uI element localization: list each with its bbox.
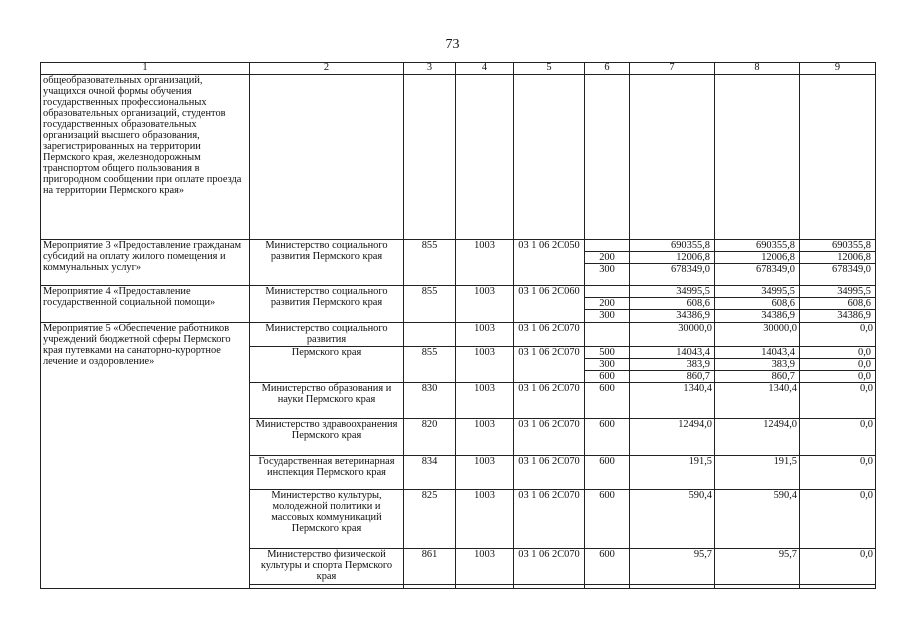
m4-name: Мероприятие 4 «Предоставление государственной социальной помощи» <box>41 286 250 323</box>
m5-org-3: Министерство образования и науки Пермского края <box>250 383 404 419</box>
m5-org-5: Государственная ветеринарная инспекция Пермского края <box>250 456 404 490</box>
budget-table <box>40 62 876 589</box>
table-row: Министерство образования и науки Пермского края 830 1003 03 1 06 2С070 600 1340,4 1340,4 0,0 <box>41 383 876 419</box>
m5-org-7: Министерство физической культуры и спорта Пермского края <box>250 549 404 585</box>
m3-org: Министерство социального развития Пермского края <box>250 240 404 286</box>
table-row <box>41 75 876 240</box>
col-header-7: 7 <box>630 63 715 75</box>
m5-org-2: Пермского края <box>250 347 404 383</box>
m4-c3: 855 <box>404 286 456 323</box>
col-header-5: 5 <box>514 63 585 75</box>
m3-name: Мероприятие 3 «Предоставление гражданам субсидий на оплату жилого помещения и коммунальных услуг» <box>41 240 250 286</box>
m4-c8: 34995,5 608,6 34386,9 <box>715 286 800 323</box>
table-row: Министерство культуры, молодежной политики и массовых коммуникаций Пермского края 825 1003 03 1 06 2С070 600 590,4 590,4 0,0 <box>41 490 876 549</box>
m5-org-1: Министерство социального развития <box>250 323 404 347</box>
table-row: Государственная ветеринарная инспекция Пермского края 834 1003 03 1 06 2С070 600 191,5 191,5 0,0 <box>41 456 876 490</box>
table-row: Мероприятие 5 «Обеспечение работников учреждений бюджетной сферы Пермского края путевками на санаторно-курортное лечение и оздоровление» Министерство социального развития 1003 03 1 06 2С070 30000,0 30000,0 0,0 <box>41 323 876 347</box>
col-header-3: 3 <box>404 63 456 75</box>
m4-c5: 03 1 06 2С060 <box>514 286 585 323</box>
table-row <box>41 286 876 323</box>
m3-c9: 690355,8 12006,8 678349,0 <box>800 240 876 286</box>
table-row: Пермского края 855 1003 03 1 06 2С070 500 300 600 14043,4 383,9 860,7 14043,4 383,9 860,7 0,0 0,0 0,0 <box>41 347 876 383</box>
m5-org-4: Министерство здравоохранения Пермского края <box>250 419 404 456</box>
m4-c6: 200 300 <box>585 286 630 323</box>
m5-org-6: Министерство культуры, молодежной политики и массовых коммуникаций Пермского края <box>250 490 404 549</box>
m3-c7: 690355,8 12006,8 678349,0 <box>630 240 715 286</box>
m4-org: Министерство социального развития Пермского края <box>250 286 404 323</box>
table-row <box>41 240 876 286</box>
col-header-6: 6 <box>585 63 630 75</box>
m3-c5: 03 1 06 2С050 <box>514 240 585 286</box>
table-row: Министерство физической культуры и спорта Пермского края 861 1003 03 1 06 2С070 600 95,7 95,7 0,0 <box>41 549 876 585</box>
col-header-1: 1 <box>41 63 250 75</box>
page-number: 73 <box>445 37 460 52</box>
intro-text: общеобразовательных организаций, учащихся очной формы обучения государственных профессиональных образовательных организаций, студентов государственных образовательных организаций высшего образования, зарегистрированных на территории Пермского края, железнодорожным транспортом общего пользования в пригородном сообщении при оплате проезда на территории Пермского края» <box>41 75 250 240</box>
m3-c3: 855 <box>404 240 456 286</box>
m3-c6: 200 300 <box>585 240 630 286</box>
m3-c8: 690355,8 12006,8 678349,0 <box>715 240 800 286</box>
m4-c7: 34995,5 608,6 34386,9 <box>630 286 715 323</box>
col-header-8: 8 <box>715 63 800 75</box>
m4-c9: 34995,5 608,6 34386,9 <box>800 286 876 323</box>
m5-name: Мероприятие 5 «Обеспечение работников учреждений бюджетной сферы Пермского края путевками на санаторно-курортное лечение и оздоровление» <box>41 323 250 589</box>
col-header-2: 2 <box>250 63 404 75</box>
col-header-4: 4 <box>456 63 514 75</box>
col-header-9: 9 <box>800 63 876 75</box>
column-number-header <box>41 63 876 75</box>
table-row: Министерство здравоохранения Пермского края 820 1003 03 1 06 2С070 600 12494,0 12494,0 0,0 <box>41 419 876 456</box>
m4-c4: 1003 <box>456 286 514 323</box>
m3-c4: 1003 <box>456 240 514 286</box>
